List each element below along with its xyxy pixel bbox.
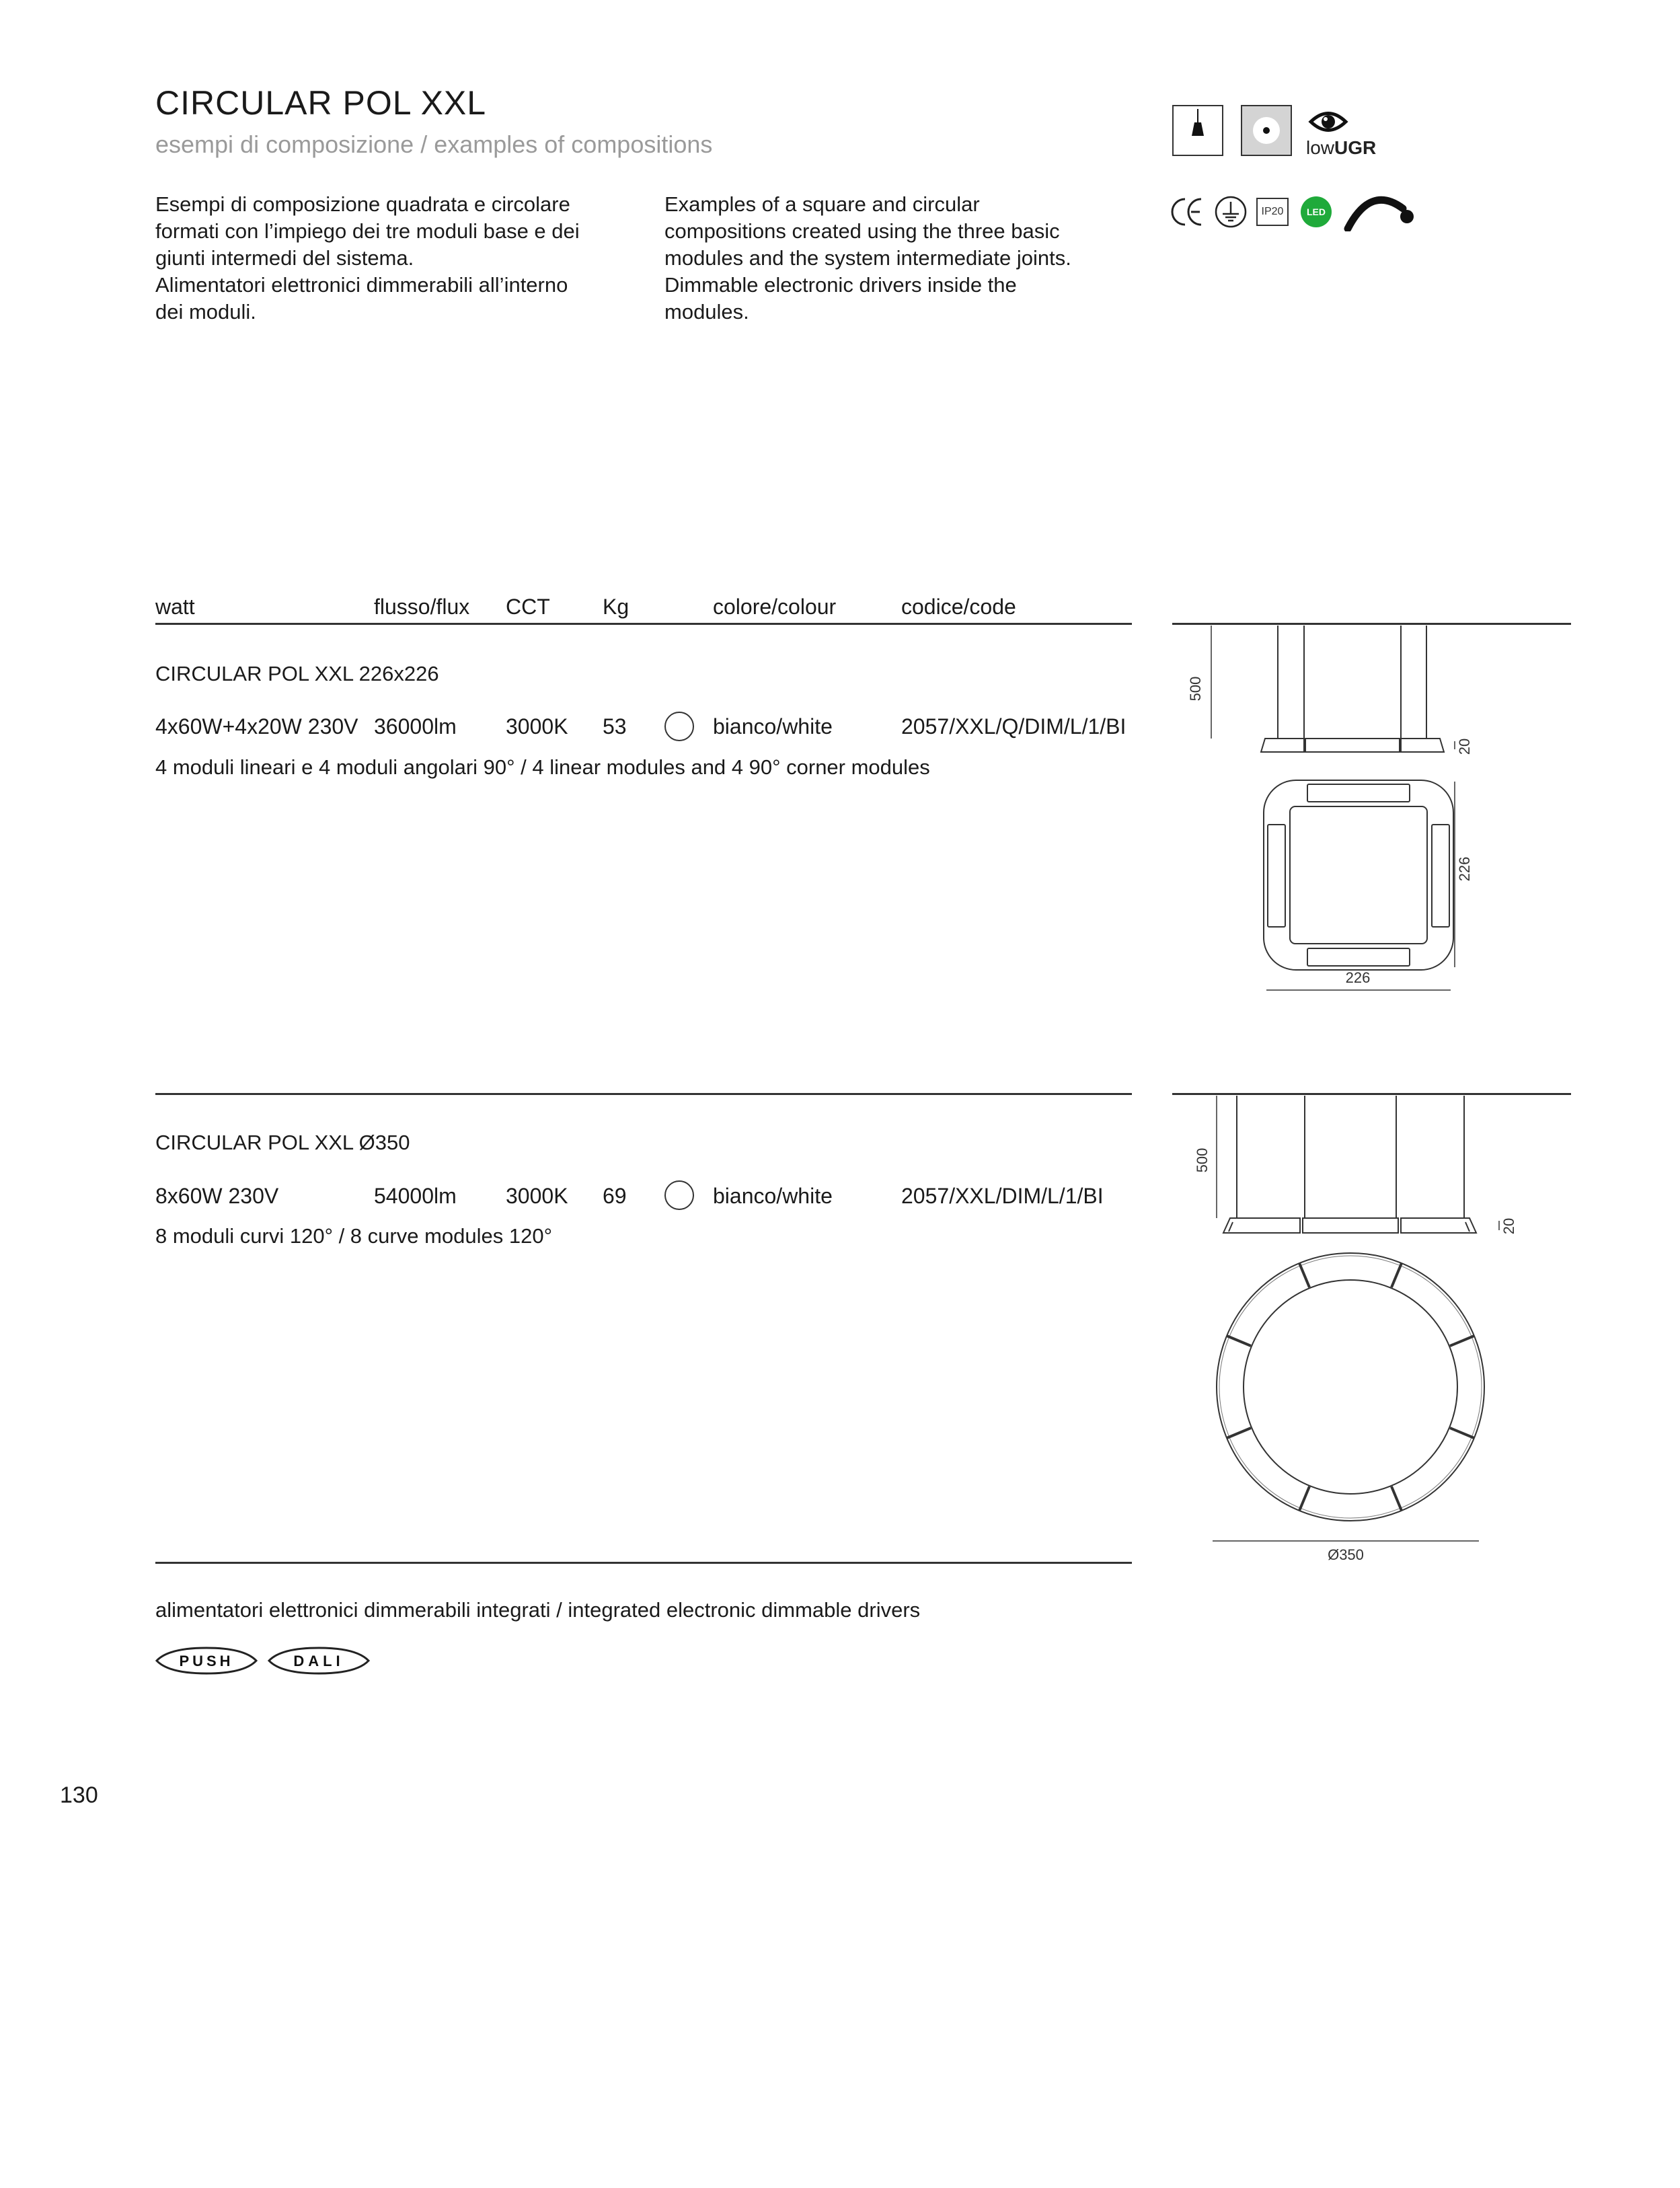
product-note: 8 moduli curvi 120° / 8 curve modules 120° bbox=[155, 1224, 552, 1248]
eye-icon bbox=[1308, 108, 1348, 139]
product-name: CIRCULAR POL XXL Ø350 bbox=[155, 1131, 410, 1154]
dali-badge bbox=[268, 1647, 370, 1678]
dim-height: 500 bbox=[1187, 676, 1204, 702]
product-kg: 69 bbox=[603, 1184, 627, 1208]
pendant-icon bbox=[1172, 105, 1223, 156]
intro-it-line: giunti intermedi del sistema. bbox=[155, 246, 414, 270]
page-title: CIRCULAR POL XXL bbox=[155, 84, 487, 122]
product-kg: 53 bbox=[603, 714, 627, 739]
product-note: 4 moduli lineari e 4 moduli angolari 90° / 4 linear modules and 4 90° corner modules bbox=[155, 755, 930, 779]
dim-thickness: 20 bbox=[1456, 738, 1473, 755]
page-subtitle: esempi di composizione / examples of compositions bbox=[155, 130, 713, 158]
product-watt: 4x60W+4x20W 230V bbox=[155, 714, 358, 739]
intro-en-line: Dimmable electronic drivers inside the bbox=[664, 273, 1017, 297]
dim-depth: 226 bbox=[1456, 856, 1473, 882]
colour-swatch-white bbox=[664, 1180, 694, 1210]
square-composition-drawing bbox=[1172, 623, 1571, 999]
intro-en-line: modules and the system intermediate joints. bbox=[664, 246, 1071, 270]
ce-mark-icon bbox=[1170, 195, 1205, 232]
low-ugr-suffix: UGR bbox=[1334, 137, 1377, 158]
table-rule bbox=[155, 1562, 1132, 1564]
intro-en-line: modules. bbox=[664, 300, 749, 324]
col-header-code: codice/code bbox=[901, 595, 1016, 619]
push-badge bbox=[155, 1647, 258, 1678]
table-rule bbox=[155, 1093, 1132, 1095]
product-colour: bianco/white bbox=[713, 714, 833, 739]
col-header-cct: CCT bbox=[506, 595, 550, 619]
intro-it-line: formati con l’impiego dei tre moduli base e dei bbox=[155, 219, 580, 243]
intro-en-line: compositions created using the three basic bbox=[664, 219, 1060, 243]
product-cct: 3000K bbox=[506, 1184, 568, 1208]
product-code: 2057/XXL/Q/DIM/L/1/BI bbox=[901, 714, 1127, 739]
dim-diameter: Ø350 bbox=[1328, 1546, 1364, 1563]
col-header-colour: colore/colour bbox=[713, 595, 837, 619]
intro-it-line: Esempi di composizione quadrata e circolare bbox=[155, 192, 570, 216]
product-flux: 54000lm bbox=[374, 1184, 457, 1208]
product-code: 2057/XXL/DIM/L/1/BI bbox=[901, 1184, 1104, 1208]
col-header-watt: watt bbox=[155, 595, 195, 619]
ip20-icon: IP20 bbox=[1256, 198, 1289, 226]
col-header-flux: flusso/flux bbox=[374, 595, 470, 619]
intro-it-line: Alimentatori elettronici dimmerabili all’interno bbox=[155, 273, 568, 297]
product-name: CIRCULAR POL XXL 226x226 bbox=[155, 662, 439, 685]
intro-italian bbox=[155, 191, 626, 326]
intro-en-line: Examples of a square and circular bbox=[664, 192, 980, 216]
dim-thickness: 20 bbox=[1500, 1217, 1517, 1235]
low-ugr-label bbox=[1306, 137, 1376, 159]
led-icon: LED bbox=[1301, 196, 1332, 227]
product-flux: 36000lm bbox=[374, 714, 457, 739]
col-header-kg: Kg bbox=[603, 595, 629, 619]
page-number: 130 bbox=[60, 1782, 98, 1808]
push-badge-label: PUSH bbox=[179, 1653, 234, 1669]
class-1-earth-icon bbox=[1213, 195, 1248, 232]
colour-swatch-white bbox=[664, 712, 694, 741]
product-watt: 8x60W 230V bbox=[155, 1184, 279, 1208]
dim-width: 226 bbox=[1345, 969, 1371, 986]
dali-badge-label: DALI bbox=[293, 1653, 344, 1669]
recessed-downlight-icon bbox=[1241, 105, 1292, 156]
dimmable-arc-icon bbox=[1344, 191, 1415, 235]
dim-height: 500 bbox=[1194, 1147, 1211, 1173]
intro-it-line: dei moduli. bbox=[155, 300, 256, 324]
drivers-note: alimentatori elettronici dimmerabili integrati / integrated electronic dimmable drivers bbox=[155, 1598, 921, 1622]
intro-english bbox=[664, 191, 1135, 326]
table-rule bbox=[155, 623, 1132, 625]
low-ugr-prefix: low bbox=[1306, 137, 1335, 158]
product-cct: 3000K bbox=[506, 714, 568, 739]
ring-module-joints bbox=[1227, 1263, 1474, 1511]
circular-composition-drawing bbox=[1172, 1093, 1571, 1577]
product-colour: bianco/white bbox=[713, 1184, 833, 1208]
